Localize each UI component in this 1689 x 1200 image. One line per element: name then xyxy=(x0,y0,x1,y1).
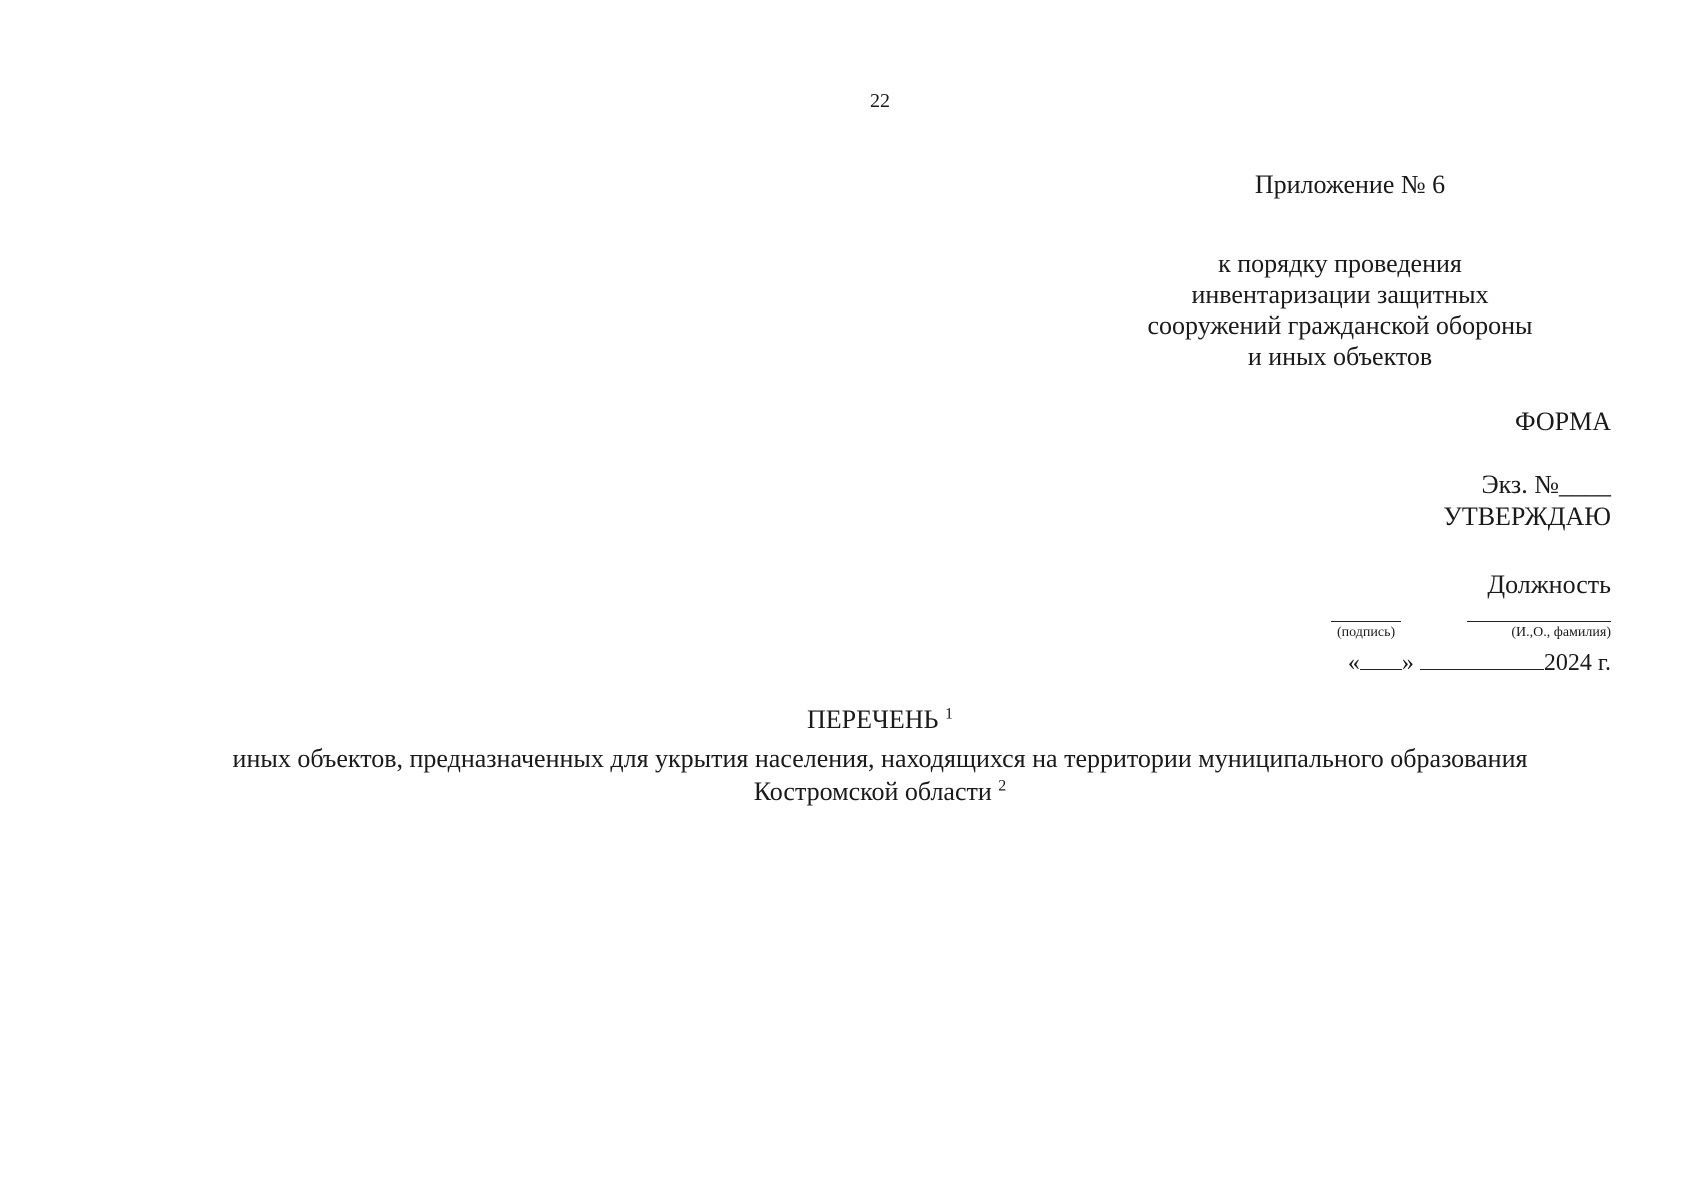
date-close-quote: » xyxy=(1401,650,1414,676)
form-label: ФОРМА xyxy=(1515,407,1611,436)
document-title-text: ПЕРЕЧЕНЬ xyxy=(807,705,939,734)
subtitle-footnote-marker: 2 xyxy=(998,777,1007,795)
document-title xyxy=(0,705,1689,735)
appendix-subtitle-line: инвентаризации защитных xyxy=(1191,280,1489,309)
signature-line xyxy=(1331,621,1401,622)
position-label: Должность xyxy=(1487,570,1611,599)
signature-caption: (подпись) xyxy=(1337,625,1396,640)
appendix-subtitle-line: к порядку проведения xyxy=(1218,249,1462,278)
copy-number: Экз. №____ xyxy=(1481,470,1611,499)
appendix-subtitle-line: и иных объектов xyxy=(1247,342,1433,371)
date-day-blank xyxy=(1360,649,1402,670)
appendix-subtitle xyxy=(1110,248,1570,372)
title-footnote-marker: 1 xyxy=(945,705,953,723)
document-subtitle-text: Костромской области xyxy=(753,777,992,806)
name-line xyxy=(1467,621,1611,622)
document-subtitle xyxy=(100,742,1660,808)
approve-heading: УТВЕРЖДАЮ xyxy=(1443,502,1611,531)
appendix-title: Приложение № 6 xyxy=(1254,170,1446,199)
date-line xyxy=(1348,649,1611,677)
appendix-subtitle-line: сооружений гражданской обороны xyxy=(1147,311,1533,340)
page-number: 22 xyxy=(870,90,890,112)
date-year: 2024 г. xyxy=(1543,650,1611,676)
document-subtitle-line: иных объектов, предназначенных для укрытия населения, находящихся на территории муниципального образования xyxy=(232,744,1528,773)
date-month-blank xyxy=(1420,649,1544,670)
document-subtitle-line xyxy=(100,775,1660,808)
name-caption: (И.,О., фамилия) xyxy=(1511,625,1611,640)
date-open-quote: « xyxy=(1347,650,1360,676)
